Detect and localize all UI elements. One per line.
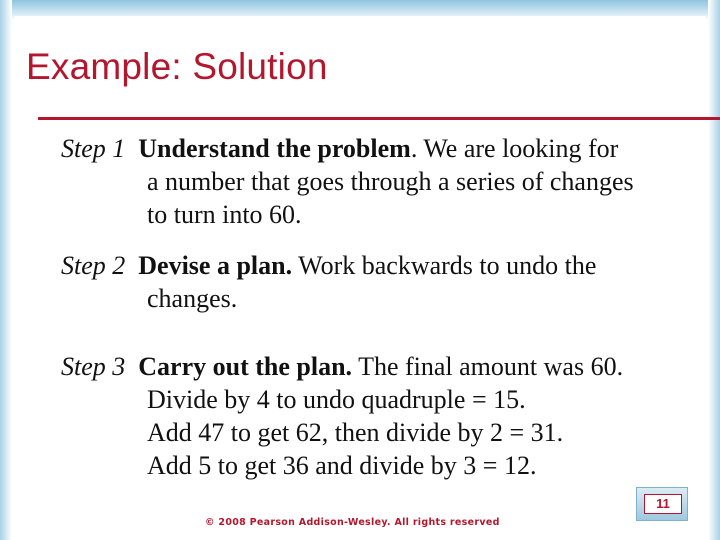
step-3 [61,350,711,482]
step-2-first-line [61,249,711,282]
step-1 [61,132,711,231]
step-line: Add 5 to get 36 and divide by 3 = 12. [147,451,537,480]
step-heading: Carry out the plan. [138,352,353,381]
page-number-badge [636,487,688,521]
step-number: Step 1 [61,134,126,163]
step-line: Divide by 4 to undo quadruple = 15. [147,385,526,414]
step-line: Add 47 to get 62, then divide by 2 = 31. [147,418,564,447]
step-1-first-line [61,132,711,165]
step-2 [61,249,711,315]
step-text: Work backwards to undo the [292,251,597,280]
step-text: The final amount was 60. [352,352,624,381]
slide-title: Example: Solution [26,46,328,87]
step-heading: Devise a plan. [138,251,293,280]
step-line: a number that goes through a series of changes [147,167,634,196]
step-3-first-line [61,350,711,383]
step-line: to turn into 60. [147,200,302,229]
step-text: . We are looking for [410,134,619,163]
step-heading: Understand the problem [138,134,411,163]
page-number: 11 [644,494,682,514]
step-number: Step 3 [61,352,126,381]
slide-left-border [0,0,12,540]
step-line: changes. [147,284,238,313]
copyright-notice: © 2008 Pearson Addison-Wesley. All rights reserved [205,517,500,528]
title-divider [38,117,720,120]
step-number: Step 2 [61,251,126,280]
